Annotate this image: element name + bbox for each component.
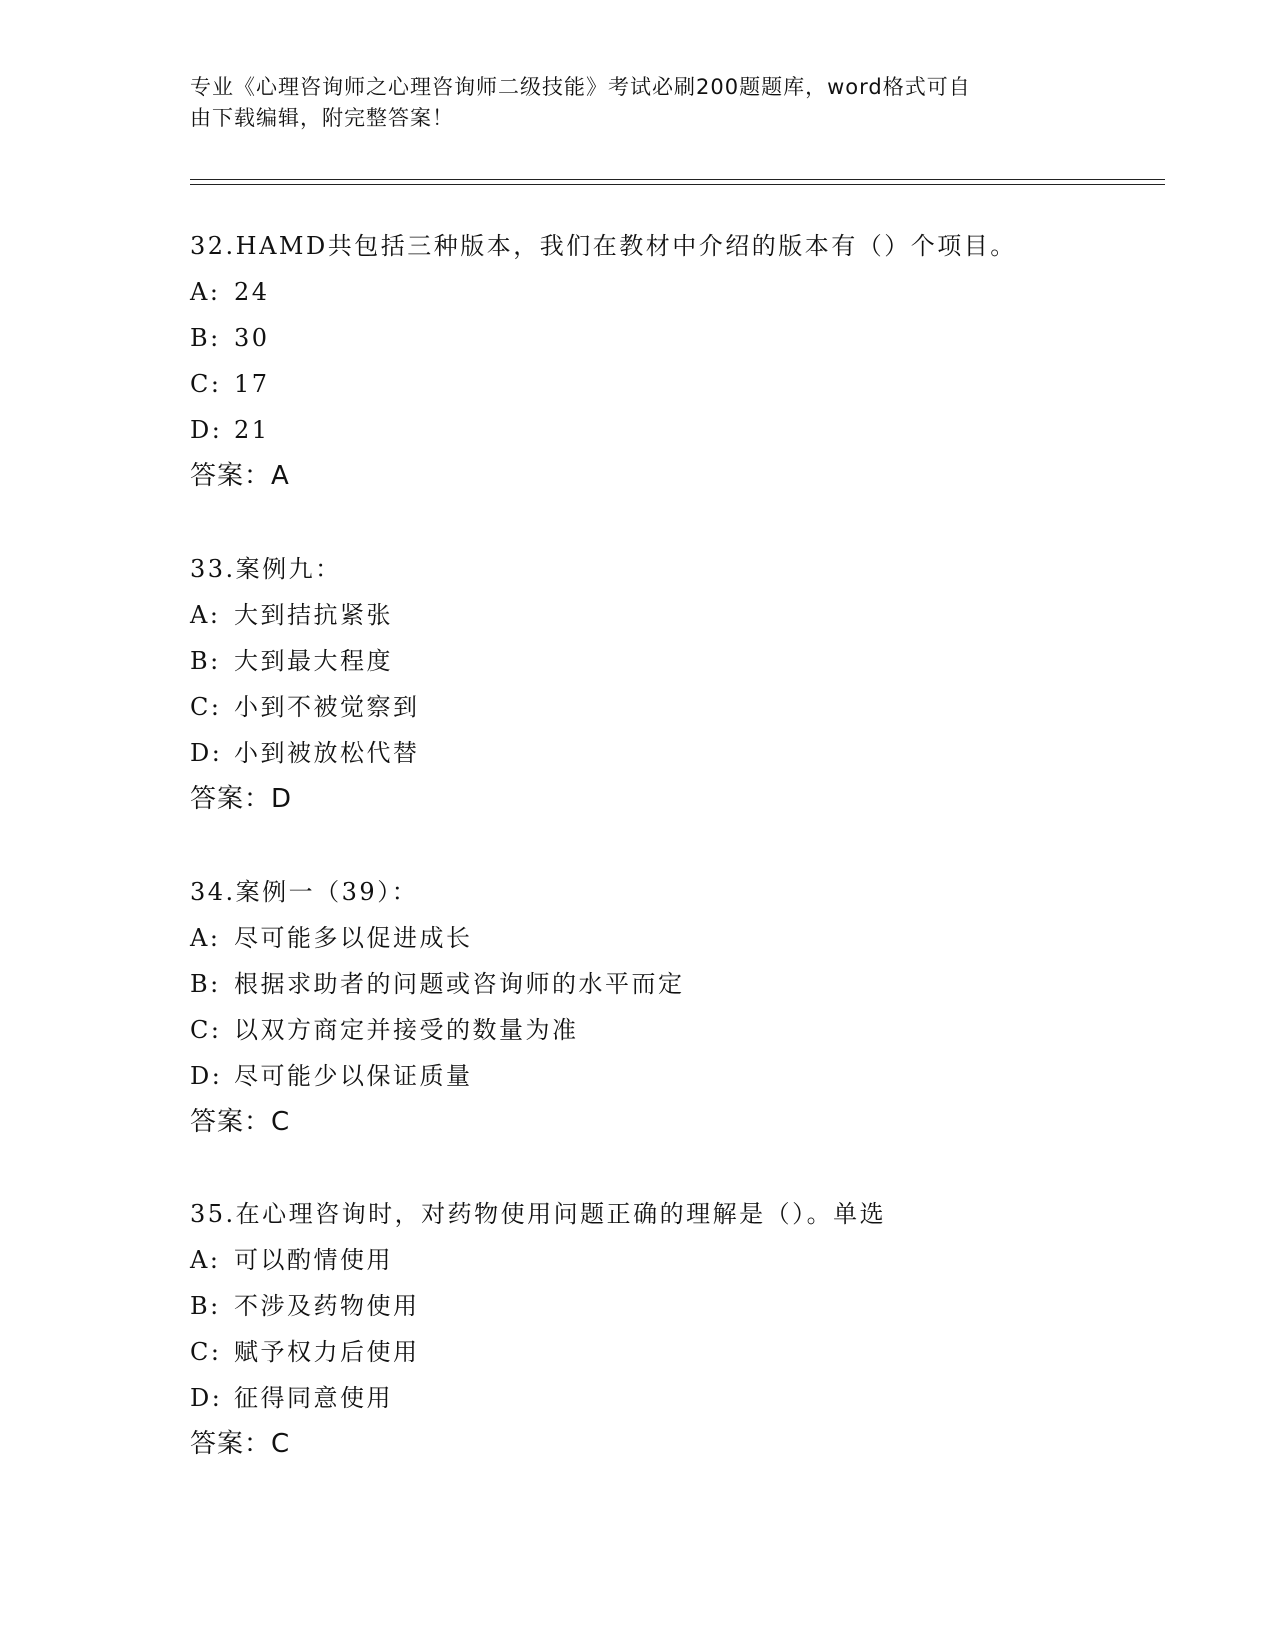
option-letter: B:: [190, 647, 221, 675]
option-text: 以双方商定并接受的数量为准: [234, 1016, 579, 1044]
option-c: [190, 1329, 1190, 1375]
header-line-1: 专业《心理咨询师之心理咨询师二级技能》考试必刷200题题库，word格式可自: [190, 75, 971, 99]
option-d: [190, 1375, 1190, 1421]
option-text: 征得同意使用: [234, 1384, 393, 1412]
option-letter: D:: [190, 1384, 223, 1412]
option-text: 根据求助者的问题或咨询师的水平而定: [234, 970, 685, 998]
option-text: 尽可能少以保证质量: [234, 1062, 473, 1090]
header-line-2: 由下载编辑，附完整答案！: [190, 106, 454, 130]
question-stem: 32.HAMD共包括三种版本，我们在教材中介绍的版本有（）个项目。: [190, 232, 1017, 260]
question-34: [190, 869, 1190, 1145]
option-letter: B:: [190, 324, 221, 352]
question-stem: 33.案例九：: [190, 555, 342, 583]
option-d: [190, 1053, 1190, 1099]
option-text: 可以酌情使用: [234, 1246, 393, 1274]
option-letter: D:: [190, 1062, 223, 1090]
option-letter: A:: [190, 601, 221, 629]
option-b: [190, 638, 1190, 684]
option-text: 大到最大程度: [234, 647, 393, 675]
option-text: 小到被放松代替: [234, 739, 420, 767]
question-33: [190, 546, 1190, 822]
answer-line: 答案：C: [190, 1429, 291, 1459]
header-divider-bottom: [190, 184, 1165, 185]
option-text: 赋予权力后使用: [234, 1338, 420, 1366]
option-letter: C:: [190, 1016, 222, 1044]
option-letter: C:: [190, 370, 222, 398]
option-letter: B:: [190, 1292, 221, 1320]
option-text: 17: [234, 370, 270, 398]
option-a: [190, 915, 1190, 961]
option-letter: A:: [190, 1246, 221, 1274]
answer-line: 答案：C: [190, 1107, 291, 1137]
option-a: [190, 1237, 1190, 1283]
question-32: [190, 223, 1190, 499]
option-b: [190, 1283, 1190, 1329]
question-stem: 35.在心理咨询时，对药物使用问题正确的理解是（）。单选: [190, 1200, 887, 1228]
option-c: [190, 361, 1190, 407]
option-text: 大到拮抗紧张: [234, 601, 393, 629]
option-letter: A:: [190, 924, 221, 952]
option-text: 21: [234, 416, 270, 444]
option-text: 不涉及药物使用: [234, 1292, 420, 1320]
option-text: 小到不被觉察到: [234, 693, 420, 721]
option-b: [190, 315, 1190, 361]
question-stem: 34.案例一（39）：: [190, 878, 419, 906]
answer-line: 答案：A: [190, 461, 290, 491]
option-letter: D:: [190, 739, 223, 767]
option-b: [190, 961, 1190, 1007]
option-text: 尽可能多以促进成长: [234, 924, 473, 952]
option-a: [190, 269, 1190, 315]
option-letter: C:: [190, 1338, 222, 1366]
question-35: [190, 1191, 1190, 1467]
answer-line: 答案：D: [190, 784, 293, 814]
header-divider-top: [190, 179, 1165, 180]
document-header: [190, 72, 1090, 134]
option-text: 24: [234, 278, 270, 306]
option-letter: B:: [190, 970, 221, 998]
option-d: [190, 407, 1190, 453]
option-letter: C:: [190, 693, 222, 721]
option-text: 30: [234, 324, 270, 352]
option-letter: A:: [190, 278, 221, 306]
option-c: [190, 1007, 1190, 1053]
option-letter: D:: [190, 416, 223, 444]
option-d: [190, 730, 1190, 776]
option-c: [190, 684, 1190, 730]
option-a: [190, 592, 1190, 638]
